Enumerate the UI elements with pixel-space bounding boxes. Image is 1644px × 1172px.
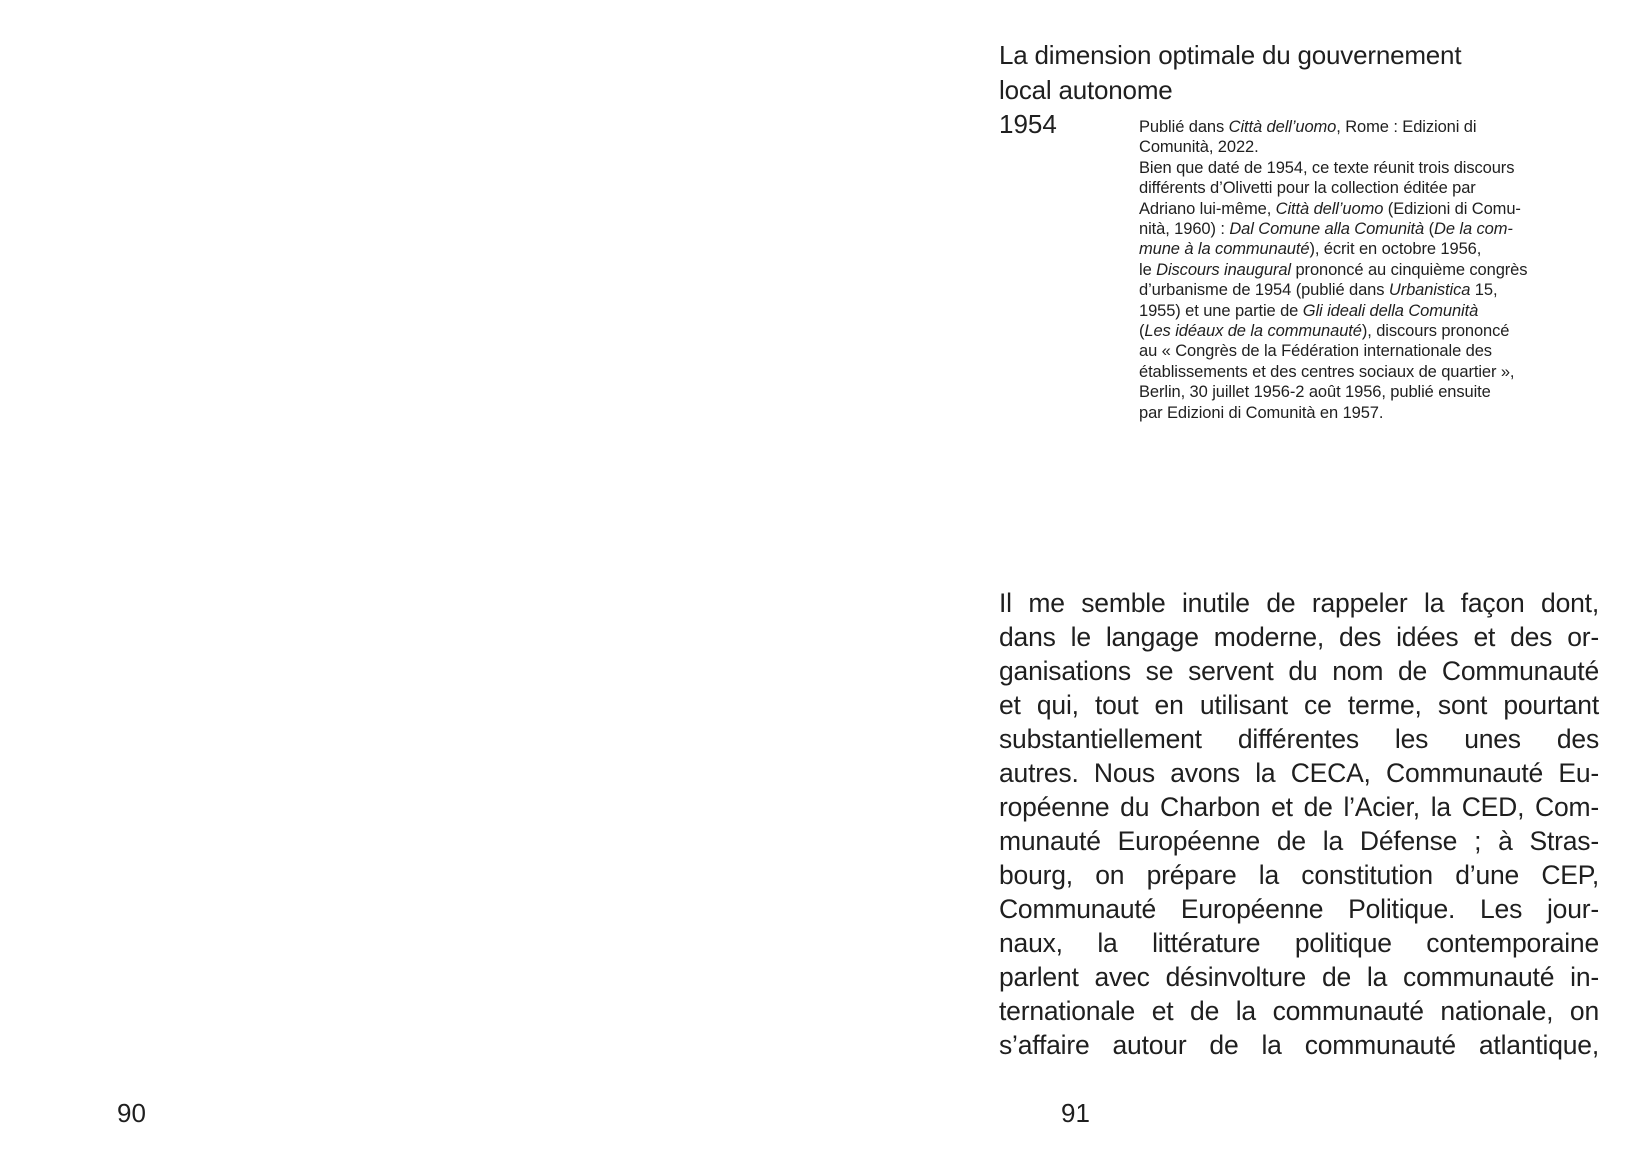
body-line: parlent avec désinvolture de la communauté in- <box>999 962 1599 992</box>
body-line: autres. Nous avons la CECA, Communauté Eu- <box>999 758 1599 788</box>
note-italic-run: Les idéaux de la communauté <box>1144 322 1362 341</box>
note-line <box>1139 403 1619 423</box>
note-run: 1955) et une partie de <box>1139 301 1303 320</box>
note-line <box>1139 382 1619 402</box>
note-line <box>1139 260 1619 280</box>
note-run: par Edizioni di Comunità en 1957. <box>1139 403 1384 422</box>
body-line: Communauté Européenne Politique. Les jour- <box>999 894 1599 924</box>
note-run: le <box>1139 260 1157 279</box>
note-run: ( <box>1424 220 1434 239</box>
note-run: établissements et des centres sociaux de quartier », <box>1139 362 1515 381</box>
body-line: ropéenne du Charbon et de l’Acier, la CED, Com- <box>999 792 1599 822</box>
note-run: ), écrit en octobre 1956, <box>1309 240 1482 259</box>
note-italic-run: Discours inaugural <box>1156 260 1291 279</box>
body-text <box>999 586 1599 1062</box>
note-line <box>1139 301 1619 321</box>
body-line: substantiellement différentes les unes des <box>999 724 1599 754</box>
publication-note <box>1139 117 1619 423</box>
body-line: s’affaire autour de la communauté atlantique, <box>999 1030 1599 1060</box>
note-italic-run: Urbanistica <box>1388 281 1471 300</box>
page-number-left: 90 <box>117 1098 146 1128</box>
chapter-title <box>999 38 1619 108</box>
note-line <box>1139 137 1619 157</box>
note-line <box>1139 219 1619 239</box>
note-line <box>1139 199 1619 219</box>
note-italic-run: Città dell’uomo <box>1228 118 1337 136</box>
body-line: munauté Européenne de la Défense ; à Stras- <box>999 826 1599 856</box>
body-line: bourg, on prépare la constitution d’une CEP, <box>999 860 1599 890</box>
note-run: différents d’Olivetti pour la collection éditée par <box>1139 179 1476 198</box>
note-run: (Edizioni di Comu- <box>1383 199 1521 218</box>
body-line: et qui, tout en utilisant ce terme, sont pourtant <box>999 690 1599 720</box>
note-run: 15, <box>1470 281 1498 300</box>
body-line: Il me semble inutile de rappeler la façon dont, <box>999 588 1599 618</box>
note-italic-run: Gli ideali della Comunità <box>1302 301 1479 320</box>
note-line <box>1139 239 1619 259</box>
chapter-title-line: local autonome <box>999 75 1173 105</box>
note-italic-run: De la com- <box>1434 220 1513 239</box>
note-run: Bien que daté de 1954, ce texte réunit trois discours <box>1139 158 1515 177</box>
body-line: ganisations se servent du nom de Communauté <box>999 656 1599 686</box>
note-italic-run: Dal Comune alla Comunità <box>1229 220 1425 239</box>
note-run: prononcé au cinquième congrès <box>1291 260 1528 279</box>
note-italic-run: mune à la communauté <box>1139 240 1310 259</box>
note-line <box>1139 341 1619 361</box>
note-run: Berlin, 30 juillet 1956-2 août 1956, publié ensuite <box>1139 383 1491 402</box>
chapter-title-line: La dimension optimale du gouvernement <box>999 40 1462 70</box>
note-line <box>1139 158 1619 178</box>
chapter-year: 1954 <box>999 109 1057 139</box>
body-line: ternationale et de la communauté nationale, on <box>999 996 1599 1026</box>
note-run: Comunità, 2022. <box>1139 138 1259 157</box>
note-line <box>1139 117 1619 137</box>
note-run: Publié dans <box>1139 118 1229 136</box>
body-line: dans le langage moderne, des idées et des or- <box>999 622 1599 652</box>
note-line <box>1139 178 1619 198</box>
page-number-right: 91 <box>1061 1098 1090 1128</box>
note-run: au « Congrès de la Fédération internationale des <box>1139 342 1492 361</box>
note-line <box>1139 280 1619 300</box>
note-run: , Rome : Edizioni di <box>1336 118 1477 136</box>
note-run: Adriano lui-même, <box>1139 199 1276 218</box>
note-line <box>1139 321 1619 341</box>
note-run: ), discours prononcé <box>1361 322 1510 341</box>
note-line <box>1139 362 1619 382</box>
note-italic-run: Città dell’uomo <box>1275 199 1384 218</box>
note-run: nità, 1960) : <box>1139 220 1230 239</box>
body-line: naux, la littérature politique contemporaine <box>999 928 1599 958</box>
note-run: ( <box>1139 322 1145 341</box>
note-run: d’urbanisme de 1954 (publié dans <box>1139 281 1389 300</box>
